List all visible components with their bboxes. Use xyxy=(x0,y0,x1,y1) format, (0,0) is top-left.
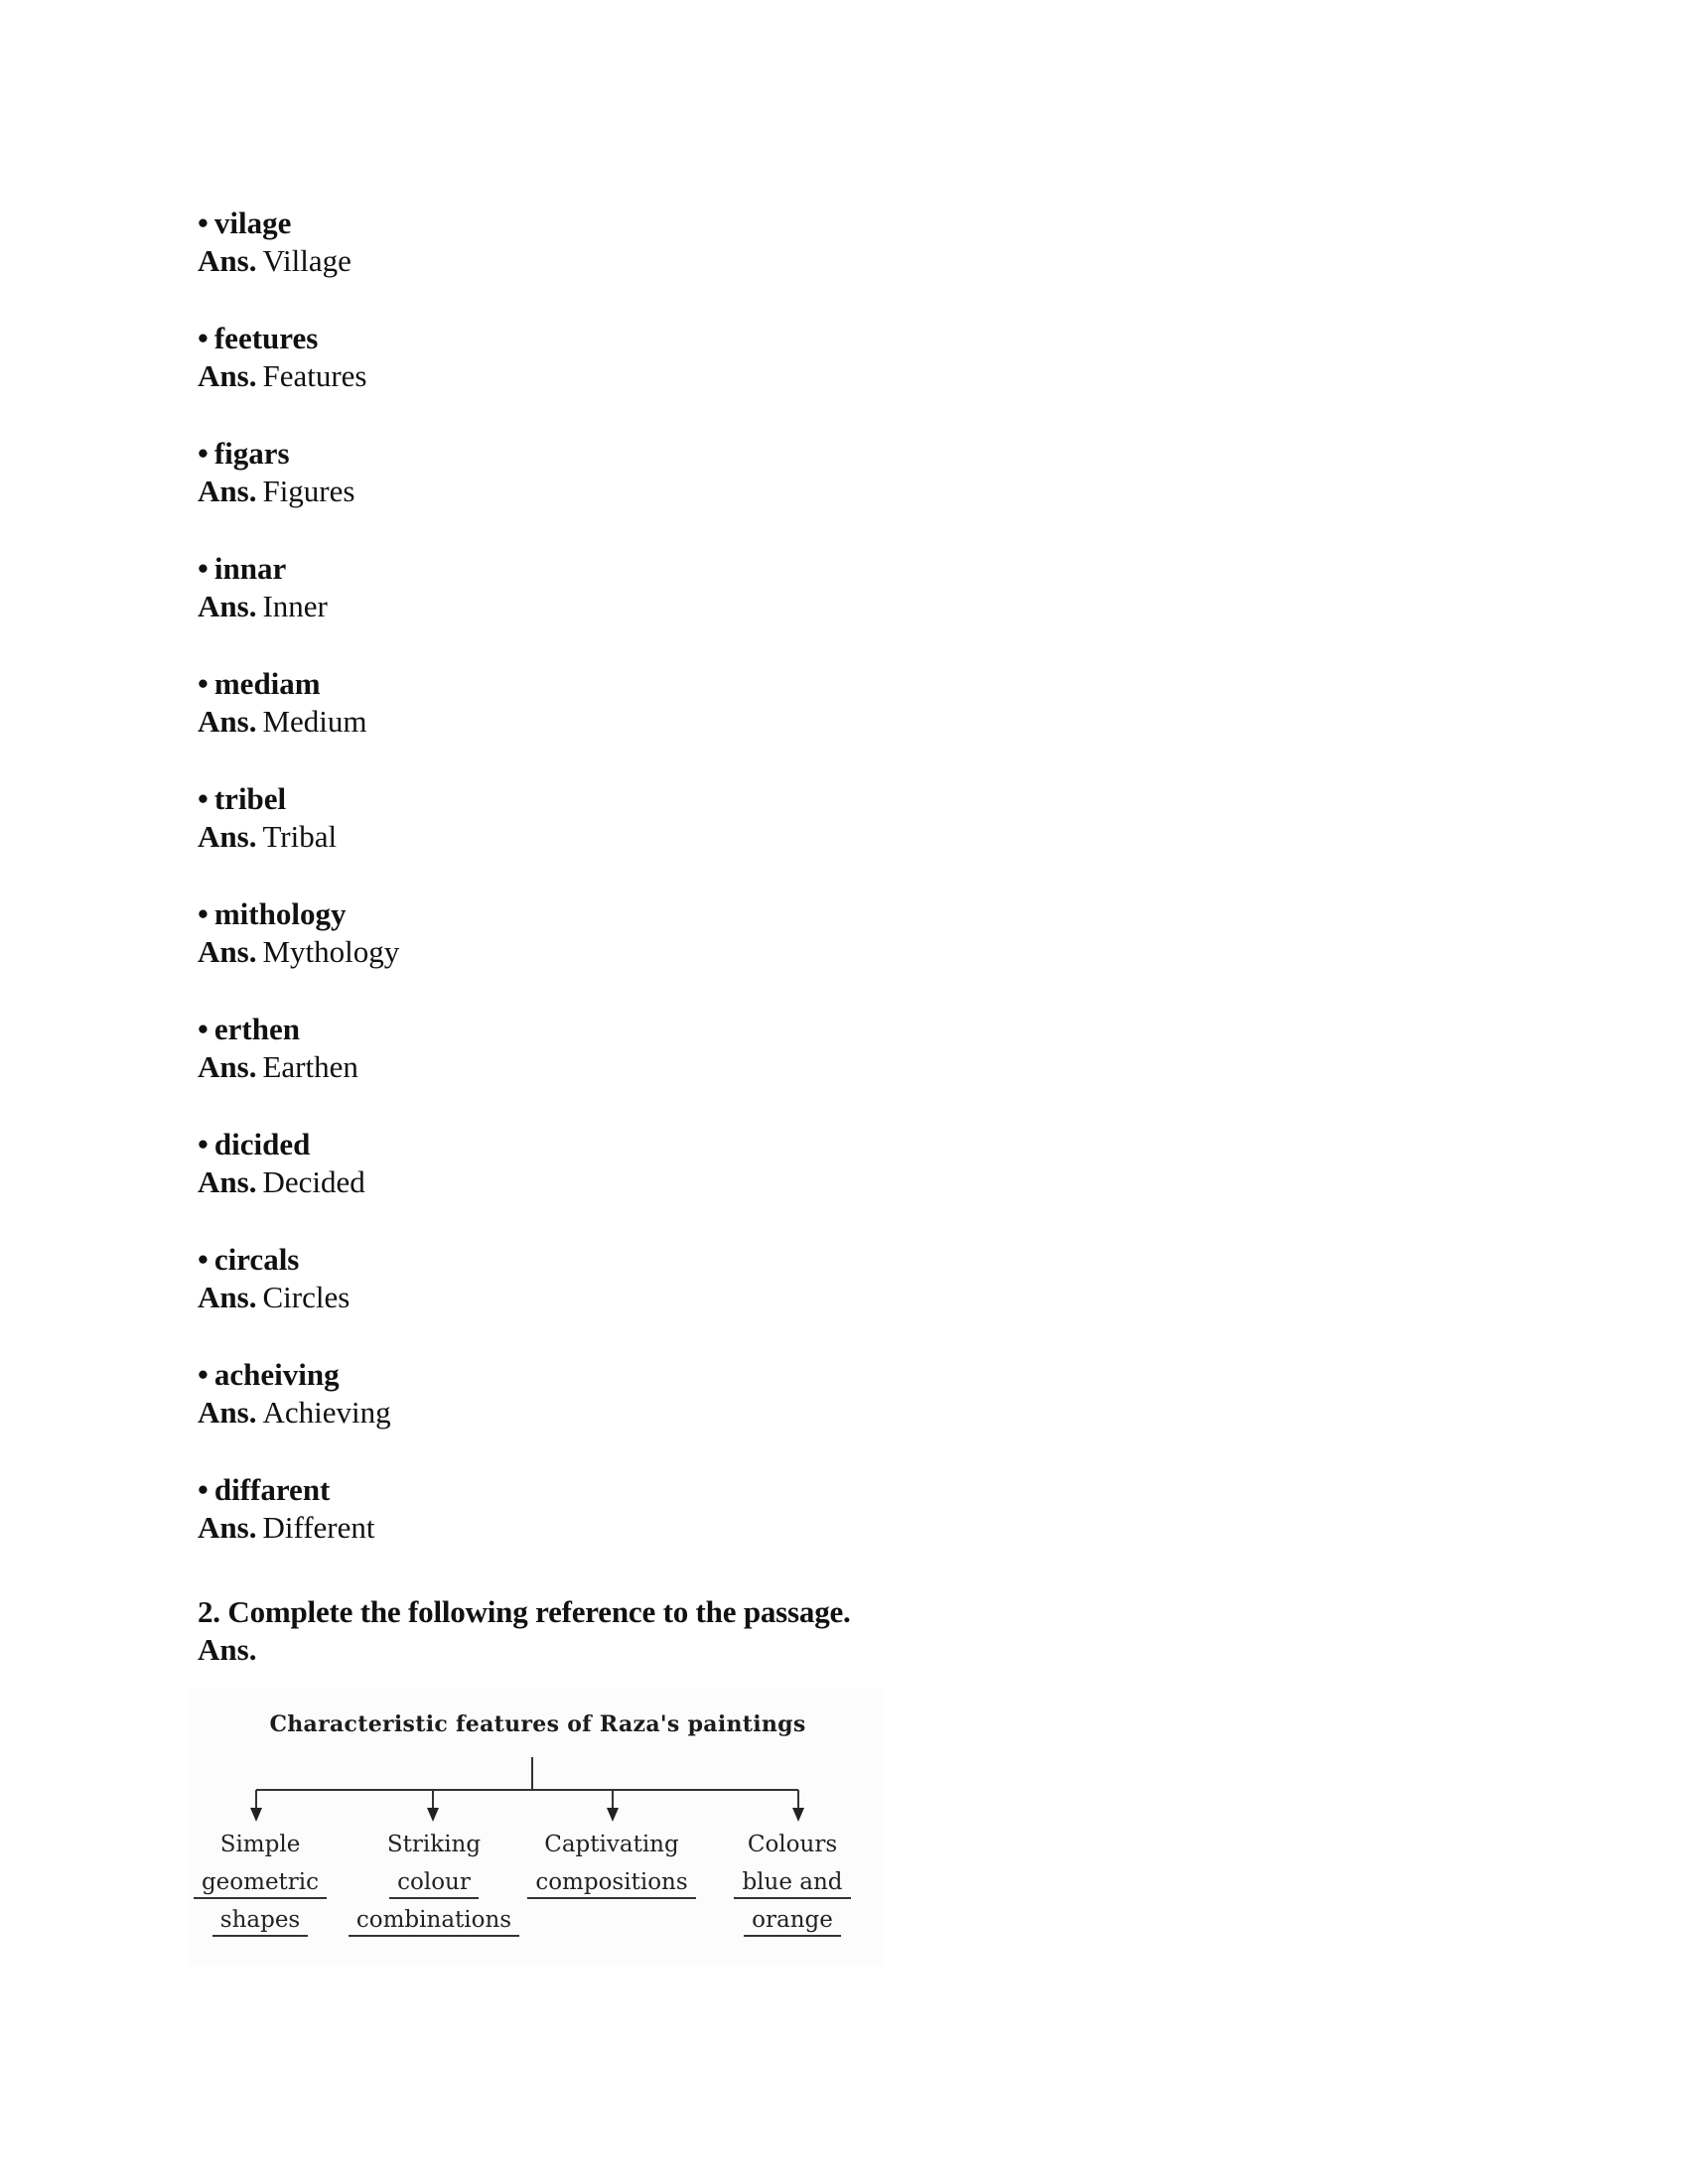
answer-line xyxy=(198,357,399,395)
answer-value: Decided xyxy=(262,1164,365,1199)
misspelled-word-line xyxy=(198,1126,399,1163)
answer-value: Earthen xyxy=(262,1049,358,1084)
bullet-icon: • xyxy=(198,436,209,471)
branch-answer-line: geometric xyxy=(193,1863,328,1901)
answer-value: Tribal xyxy=(262,819,338,854)
branch-simple-geometric-shapes xyxy=(193,1826,328,1939)
misspelled-word-line xyxy=(198,1241,399,1279)
misspelled-word: mithology xyxy=(213,896,347,931)
bullet-icon: • xyxy=(198,551,209,586)
answer-line xyxy=(198,818,399,856)
spelling-correction-list xyxy=(198,205,399,1586)
answer-value: Inner xyxy=(262,589,328,623)
answer-value: Different xyxy=(262,1510,375,1545)
branch-heading: Striking xyxy=(386,1832,482,1857)
list-item xyxy=(198,435,399,550)
list-item xyxy=(198,1356,399,1471)
misspelled-word: dicided xyxy=(213,1127,311,1161)
bullet-icon: • xyxy=(198,1357,209,1392)
bullet-icon: • xyxy=(198,1127,209,1161)
misspelled-word: diffarent xyxy=(213,1472,331,1507)
answer-label: Ans. xyxy=(198,243,257,278)
branch-heading: Simple xyxy=(219,1832,301,1857)
list-item xyxy=(198,1126,399,1241)
answer-line xyxy=(198,242,399,280)
bullet-icon: • xyxy=(198,896,209,931)
branch-heading: Captivating xyxy=(544,1832,679,1857)
misspelled-word: circals xyxy=(213,1242,300,1277)
branch-heading: Colours xyxy=(747,1832,838,1857)
list-item xyxy=(198,320,399,435)
features-diagram xyxy=(189,1688,884,1966)
answer-value: Features xyxy=(262,358,367,393)
answer-line xyxy=(198,473,399,510)
bullet-icon: • xyxy=(198,1472,209,1507)
misspelled-word-line xyxy=(198,1356,399,1394)
answer-line xyxy=(198,1279,399,1316)
bullet-icon: • xyxy=(198,1242,209,1277)
answer-line xyxy=(198,703,399,741)
misspelled-word: tribel xyxy=(213,781,287,816)
answer-value: Mythology xyxy=(262,934,400,969)
arrow-down-icon xyxy=(607,1808,619,1822)
answer-value: Circles xyxy=(262,1280,351,1314)
list-item xyxy=(198,1241,399,1356)
bullet-icon: • xyxy=(198,205,209,240)
bullet-icon: • xyxy=(198,321,209,355)
misspelled-word: vilage xyxy=(213,205,292,240)
misspelled-word-line xyxy=(198,895,399,933)
answer-value: Achieving xyxy=(262,1395,391,1430)
bullet-icon: • xyxy=(198,1012,209,1046)
branch-answer-line: compositions xyxy=(522,1863,701,1901)
answer-line xyxy=(198,933,399,971)
branch-captivating-compositions xyxy=(522,1826,701,1901)
answer-line xyxy=(198,1509,399,1547)
bullet-icon: • xyxy=(198,781,209,816)
answer-label: Ans. xyxy=(198,1395,257,1430)
answer-label: Ans. xyxy=(198,1049,257,1084)
misspelled-word-line xyxy=(198,780,399,818)
misspelled-word-line xyxy=(198,320,399,357)
answer-line xyxy=(198,1163,399,1201)
branch-answer-line: colour xyxy=(345,1863,523,1901)
misspelled-word-line xyxy=(198,1471,399,1509)
list-item xyxy=(198,550,399,665)
misspelled-word: acheiving xyxy=(213,1357,340,1392)
branch-answer-line: shapes xyxy=(193,1901,328,1939)
branch-answer-line: blue and xyxy=(723,1863,862,1901)
list-item xyxy=(198,1471,399,1586)
question-answer-label: Ans. xyxy=(198,1632,257,1667)
misspelled-word: mediam xyxy=(213,666,321,701)
misspelled-word-line xyxy=(198,550,399,588)
list-item xyxy=(198,665,399,780)
answer-value: Medium xyxy=(262,704,367,739)
branch-answer-line: combinations xyxy=(345,1901,523,1939)
arrow-down-icon xyxy=(427,1808,439,1822)
answer-label: Ans. xyxy=(198,934,257,969)
bullet-icon: • xyxy=(198,666,209,701)
list-item xyxy=(198,780,399,895)
answer-label: Ans. xyxy=(198,819,257,854)
misspelled-word: erthen xyxy=(213,1012,300,1046)
misspelled-word-line xyxy=(198,205,399,242)
misspelled-word-line xyxy=(198,435,399,473)
answer-label: Ans. xyxy=(198,1280,257,1314)
list-item xyxy=(198,895,399,1011)
misspelled-word-line xyxy=(198,665,399,703)
branch-colours-blue-and-orange xyxy=(723,1826,862,1939)
list-item xyxy=(198,205,399,320)
misspelled-word: figars xyxy=(213,436,290,471)
branch-striking-colour-combinations xyxy=(345,1826,523,1939)
branch-answer-line: orange xyxy=(723,1901,862,1939)
answer-line xyxy=(198,588,399,625)
answer-label: Ans. xyxy=(198,1164,257,1199)
answer-line xyxy=(198,1048,399,1086)
misspelled-word-line xyxy=(198,1011,399,1048)
answer-value: Figures xyxy=(262,474,355,508)
answer-label: Ans. xyxy=(198,704,257,739)
answer-line xyxy=(198,1394,399,1432)
misspelled-word: innar xyxy=(213,551,287,586)
misspelled-word: feetures xyxy=(213,321,319,355)
answer-label: Ans. xyxy=(198,474,257,508)
answer-label: Ans. xyxy=(198,589,257,623)
answer-value: Village xyxy=(262,243,352,278)
answer-label: Ans. xyxy=(198,358,257,393)
arrow-down-icon xyxy=(792,1808,804,1822)
answer-label: Ans. xyxy=(198,1510,257,1545)
list-item xyxy=(198,1011,399,1126)
question-heading: 2. Complete the following reference to the passage. xyxy=(198,1594,851,1629)
arrow-down-icon xyxy=(250,1808,262,1822)
diagram-title: Characteristic features of Raza's paintings xyxy=(269,1711,806,1737)
